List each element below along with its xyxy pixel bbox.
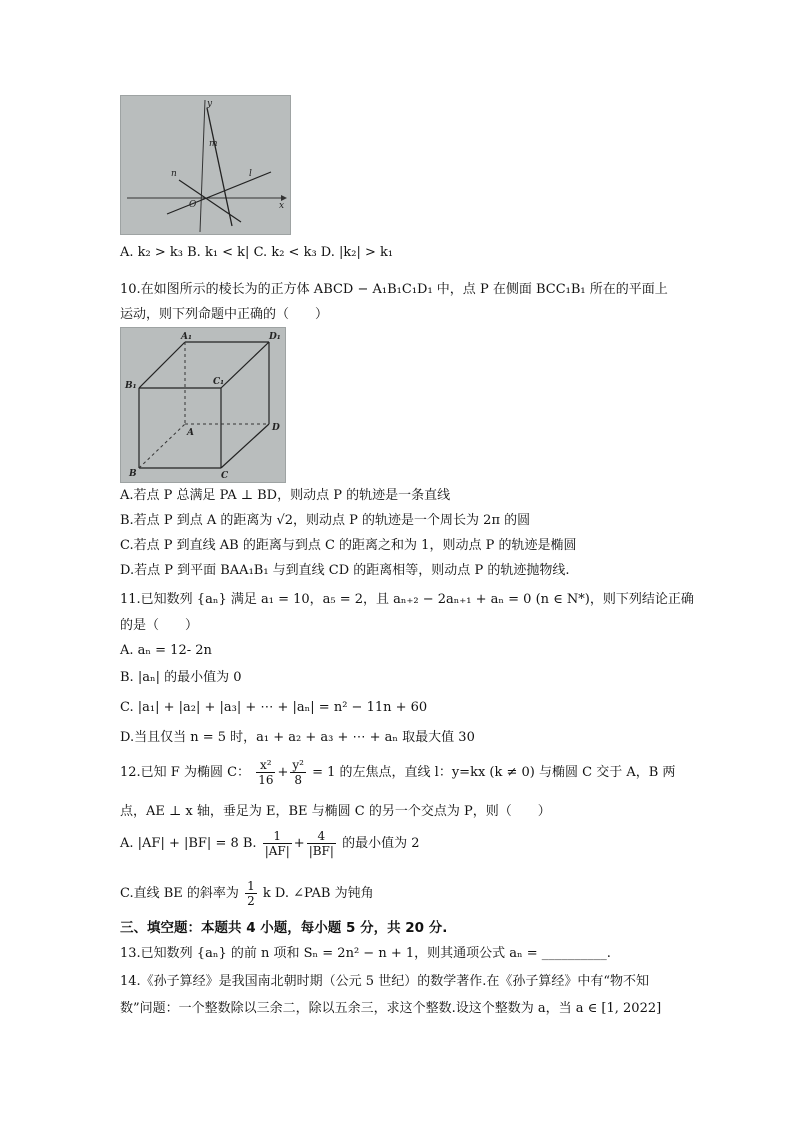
fraction-y2-over-8	[290, 758, 306, 787]
origin-label: O	[189, 200, 197, 210]
q10-stem-line2: 运动，则下列命题中正确的（ ）	[120, 307, 329, 322]
q11-option-c: C. |a₁| + |a₂| + |a₃| + ⋯ + |aₙ| = n² − 11n + 60	[120, 700, 428, 715]
vertex-c1-label: C₁	[213, 377, 225, 387]
coordinate-lines-figure	[120, 95, 291, 235]
plus-sign: +	[277, 765, 289, 780]
q12-option-a-text: A. |AF| + |BF| = 8 B.	[120, 836, 257, 851]
q11-stem-line2: 的是（ ）	[120, 618, 199, 633]
fraction-numerator: 4	[307, 829, 336, 844]
vertex-a1-label: A₁	[181, 332, 192, 342]
q12-option-c-text: C.直线 BE 的斜率为	[120, 886, 239, 901]
q10-option-b: B.若点 P 到点 A 的距离为 √2，则动点 P 的轨迹是一个周长为 2π 的圆	[120, 513, 531, 528]
fraction-1-over-af	[263, 829, 292, 858]
fraction-denominator: |BF|	[308, 844, 334, 858]
line-m-label: m	[209, 139, 218, 149]
q10-option-a: A.若点 P 总满足 PA ⊥ BD，则动点 P 的轨迹是一条直线	[120, 488, 451, 503]
fraction-numerator: x²	[256, 758, 275, 773]
q13-text: 13.已知数列 {aₙ} 的前 n 项和 Sₙ = 2n² − n + 1，则其通项公式 aₙ = __________.	[120, 946, 611, 961]
vertex-b-label: B	[129, 469, 137, 479]
q11-option-d: D.当且仅当 n = 5 时，a₁ + a₂ + a₃ + ⋯ + aₙ 取最大值 30	[120, 730, 475, 745]
line-l-label: l	[249, 169, 252, 179]
fraction-numerator: 1	[247, 879, 255, 893]
fraction-denominator: 8	[294, 773, 302, 787]
q10-option-c: C.若点 P 到直线 AB 的距离与到点 C 的距离之和为 1，则动点 P 的轨迹是椭圆	[120, 538, 577, 553]
q12-option-b-suffix: 的最小值为 2	[342, 836, 420, 851]
q12-stem-prefix: 12.已知 F 为椭圆 C：	[120, 765, 251, 780]
fraction-numerator: 1	[263, 829, 292, 844]
plus-sign: +	[293, 836, 305, 851]
q10-option-d: D.若点 P 到平面 BAA₁B₁ 与到直线 CD 的距离相等，则动点 P 的轨迹抛物线.	[120, 563, 570, 578]
x-axis-label: x	[279, 201, 285, 211]
q14-line1: 14.《孙子算经》是我国南北朝时期（公元 5 世纪）的数学著作.在《孙子算经》中有“物不知	[120, 974, 649, 989]
q12-option-cd-suffix: k D. ∠PAB 为钝角	[262, 886, 374, 901]
q11-stem-line1: 11.已知数列 {aₙ} 满足 a₁ = 10，a₅ = 2，且 aₙ₊₂ − 2aₙ₊₁ + aₙ = 0 (n ∈ N*)，则下列结论正确	[120, 592, 694, 607]
q11-option-a: A. aₙ = 12- 2n	[120, 643, 212, 658]
q14-line2: 数”问题：一个整数除以三余二，除以五余三，求这个整数.设这个整数为 a，当 a ∈ [1, 2022]	[120, 1001, 662, 1016]
fraction-denominator: 16	[258, 773, 274, 787]
q9-options: A. k₂ > k₃ B. k₁ < k| C. k₂ < k₃ D. |k₂| > k₁	[120, 245, 394, 260]
fraction-1-over-2	[245, 879, 257, 908]
q12-options-ab	[120, 829, 419, 858]
fraction-numerator: y²	[292, 758, 304, 772]
vertex-d1-label: D₁	[269, 332, 281, 342]
q12-stem-suffix: = 1 的左焦点，直线 l：y=kx (k ≠ 0) 与椭圆 C 交于 A，B 两	[312, 765, 676, 780]
fraction-4-over-bf	[307, 829, 336, 858]
vertex-c-label: C	[221, 471, 229, 481]
fraction-denominator: 2	[247, 894, 255, 908]
vertex-d-label: D	[272, 423, 280, 433]
q10-stem-line1: 10.在如图所示的棱长为的正方体 ABCD − A₁B₁C₁D₁ 中，点 P 在侧面 BCC₁B₁ 所在的平面上	[120, 282, 668, 297]
q11-option-b: B. |aₙ| 的最小值为 0	[120, 670, 242, 685]
line-n-label: n	[171, 169, 177, 179]
q12-options-cd	[120, 879, 374, 908]
q12-stem-line1	[120, 758, 675, 787]
fraction-denominator: |AF|	[264, 844, 290, 858]
cube-figure	[120, 327, 286, 483]
y-axis-label: y	[207, 99, 213, 109]
vertex-b1-label: B₁	[125, 381, 137, 391]
section-3-heading: 三、填空题：本题共 4 小题，每小题 5 分，共 20 分.	[120, 920, 448, 936]
q12-stem-line2: 点，AE ⊥ x 轴，垂足为 E，BE 与椭圆 C 的另一个交点为 P，则（ ）	[120, 804, 551, 819]
fraction-x2-over-16	[256, 758, 275, 787]
vertex-a-label: A	[187, 428, 194, 438]
